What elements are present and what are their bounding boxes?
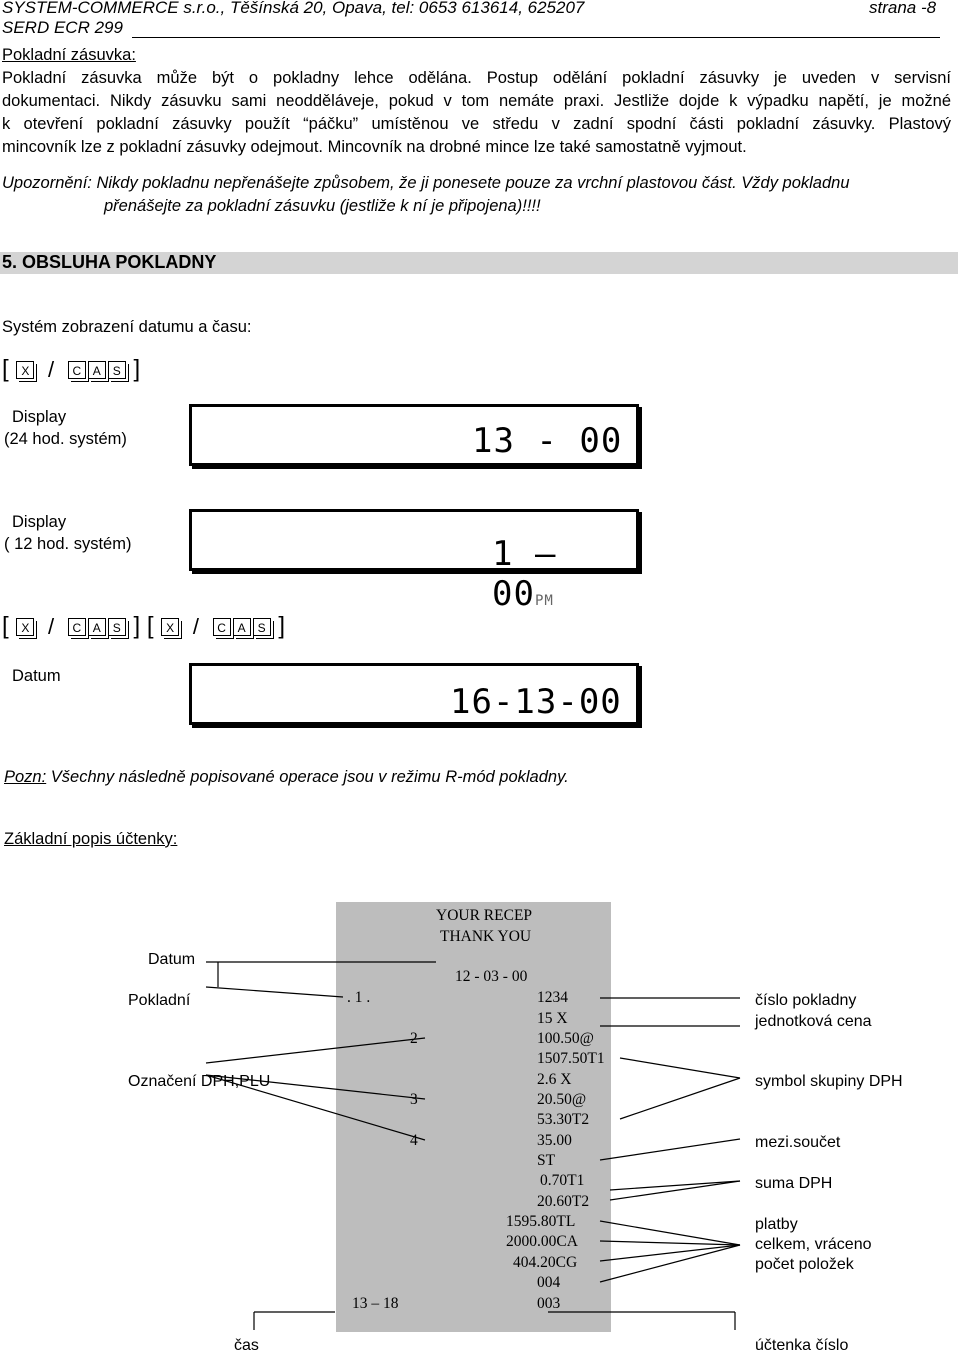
receipt-plu-2: 2 <box>410 1030 418 1047</box>
receipt-no: 003 <box>537 1295 561 1312</box>
key-c: C <box>68 361 86 379</box>
receipt-qty-2: 2.6 X <box>537 1071 572 1088</box>
label-vat-sum: suma DPH <box>755 1175 833 1192</box>
bracket-open: [ <box>2 612 9 640</box>
key-s: S <box>108 618 126 636</box>
key-x: X <box>161 618 179 636</box>
drawer-line-4: mincovník lze z pokladní zásuvky odejmout. Mincovník na drobné mince lze také samostatně vyjmout. <box>2 138 747 156</box>
label-total-change: celkem, vráceno <box>755 1236 872 1253</box>
receipt-tax-1: 0.70T1 <box>540 1172 585 1189</box>
label-cas: čas <box>234 1337 259 1354</box>
label-datum: Datum <box>148 951 196 968</box>
receipt-total: 1595.80TL <box>506 1213 576 1230</box>
receipt-line-1: YOUR RECEP <box>436 907 533 924</box>
key-c: C <box>213 618 231 636</box>
receipt-item-count: 004 <box>537 1274 561 1291</box>
display-1-label: Display <box>12 408 67 426</box>
warning-line-1: Upozornění: Nikdy pokladnu nepřenášejte způsobem, že ji ponesete pouze za vrchní plastovou část. Vždy pokladnu <box>2 174 850 192</box>
note-prefix: Pozn: <box>4 768 47 786</box>
section-subtitle: Systém zobrazení datumu a času: <box>2 318 252 336</box>
key-x: X <box>16 361 34 379</box>
label-unit-price: jednotková cena <box>755 1013 872 1030</box>
key-a: A <box>233 618 251 636</box>
receipt-cash: 2000.00CA <box>506 1233 578 1250</box>
display-date-value: 16-13-00 <box>450 682 622 722</box>
receipt-heading: Základní popis účtenky: <box>4 830 178 848</box>
bracket-close: ] <box>133 355 141 383</box>
receipt-tax-2: 20.60T2 <box>537 1193 590 1210</box>
receipt-number: 1234 <box>537 989 568 1006</box>
drawer-heading: Pokladní zásuvka: <box>2 46 136 64</box>
note-text: Všechny následně popisované operace jsou v režimu R-mód pokladny. <box>46 768 569 786</box>
slash: / <box>48 356 55 382</box>
key-a: A <box>88 618 106 636</box>
bracket-open: [ <box>146 612 154 640</box>
receipt-date: 12 - 03 - 00 <box>455 968 528 985</box>
label-payments: platby <box>755 1216 798 1233</box>
display-12h-time: 1 — 00 <box>492 534 557 614</box>
display-3-label: Datum <box>12 667 61 685</box>
bracket-close: ] <box>133 612 141 640</box>
bracket-close: ] <box>278 612 285 640</box>
key-a: A <box>88 361 106 379</box>
section-title: 5. OBSLUHA POKLADNY <box>2 252 217 272</box>
warning-line-2: přenášejte za pokladní zásuvku (jestliže k ní je připojena)!!!! <box>104 197 541 215</box>
key-c: C <box>68 618 86 636</box>
receipt-qty: 15 X <box>537 1010 568 1027</box>
display-1-sublabel: (24 hod. systém) <box>4 430 127 448</box>
display-2-sublabel: ( 12 hod. systém) <box>4 535 132 553</box>
receipt-sum-2: 53.30T2 <box>537 1111 590 1128</box>
drawer-line-3: k otevření pokladní zásuvky použít “páčku” umístěnou ve středu v zadní spodní části pokladní zásuvky. Plastový <box>2 115 951 133</box>
key-s: S <box>108 361 126 379</box>
receipt-price-2: 100.50@ <box>537 1030 594 1047</box>
display-2-label: Display <box>12 513 67 531</box>
receipt-price-4: 35.00 <box>537 1132 572 1149</box>
header-model: SERD ECR 299 <box>2 18 123 37</box>
key-x: X <box>16 618 34 636</box>
receipt-change: 404.20CG <box>513 1254 578 1271</box>
label-dph-plu: Označení DPH,PLU <box>128 1073 271 1090</box>
receipt-price-3: 20.50@ <box>537 1091 587 1108</box>
receipt-subtotal: ST <box>537 1152 556 1169</box>
label-vat-group: symbol skupiny DPH <box>755 1073 903 1090</box>
page-number: strana -8 <box>869 0 937 17</box>
label-subtotal: mezi.součet <box>755 1134 841 1151</box>
slash: / <box>192 613 199 639</box>
bracket-open: [ <box>2 355 9 383</box>
slash: / <box>48 613 55 639</box>
receipt-cashier: . 1 . <box>347 989 371 1006</box>
header-company: SYSTEM-COMMERCE s.r.o., Těšínská 20, Opava, tel: 0653 613614, 625207 <box>2 0 585 17</box>
label-item-count: počet položek <box>755 1256 854 1273</box>
display-12h-suffix: PM <box>534 593 554 609</box>
receipt-plu-3: 3 <box>410 1091 418 1108</box>
key-s: S <box>253 618 271 636</box>
receipt-sum-1: 1507.50T1 <box>537 1050 605 1067</box>
receipt-line-2: THANK YOU <box>440 928 532 945</box>
label-receipt-no: účtenka číslo <box>755 1337 849 1354</box>
drawer-line-1: Pokladní zásuvka může být o pokladny lehce odělána. Postup odělání pokladní zásuvky je uveden v servisní <box>2 69 951 87</box>
label-register-no: číslo pokladny <box>755 992 857 1009</box>
receipt-time: 13 – 18 <box>352 1295 399 1312</box>
drawer-line-2: dokumentaci. Nikdy zásuvku sami neodděláveje, pokud v tom nemáte praxi. Jestliže dojde k výpadku napětí, je možné <box>2 92 951 110</box>
receipt-plu-4: 4 <box>410 1132 418 1149</box>
display-24h-value: 13 - 00 <box>472 421 623 461</box>
label-pokladni: Pokladní <box>128 992 191 1009</box>
